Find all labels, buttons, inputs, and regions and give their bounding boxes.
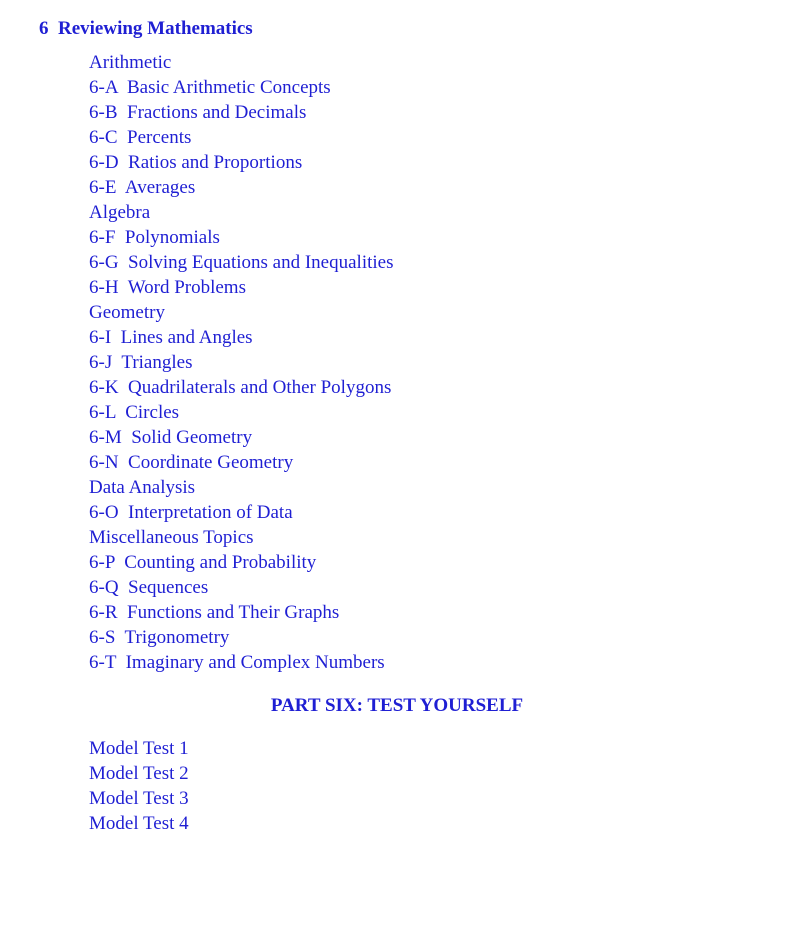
toc-link-6d[interactable]: 6-D Ratios and Proportions bbox=[89, 152, 303, 173]
toc-link-6j[interactable]: 6-J Triangles bbox=[89, 352, 193, 373]
chapter-heading-link[interactable]: 6 Reviewing Mathematics bbox=[39, 18, 253, 39]
toc-link-geometry[interactable]: Geometry bbox=[89, 302, 165, 323]
toc-link-6i[interactable]: 6-I Lines and Angles bbox=[89, 327, 253, 348]
toc-link-arithmetic[interactable]: Arithmetic bbox=[89, 52, 172, 73]
part-six-heading-link[interactable]: PART SIX: TEST YOURSELF bbox=[270, 695, 524, 716]
toc-link-6o[interactable]: 6-O Interpretation of Data bbox=[89, 502, 293, 523]
toc-link-6s[interactable]: 6-S Trigonometry bbox=[89, 627, 230, 648]
toc-link-6e[interactable]: 6-E Averages bbox=[89, 177, 196, 198]
model-test-list bbox=[89, 736, 189, 836]
toc-list bbox=[89, 50, 393, 675]
model-test-2-link[interactable]: Model Test 2 bbox=[89, 763, 189, 784]
toc-link-6b[interactable]: 6-B Fractions and Decimals bbox=[89, 102, 307, 123]
toc-link-misc-topics[interactable]: Miscellaneous Topics bbox=[89, 527, 254, 548]
toc-link-6n[interactable]: 6-N Coordinate Geometry bbox=[89, 452, 294, 473]
model-test-4-link[interactable]: Model Test 4 bbox=[89, 813, 189, 834]
toc-link-6r[interactable]: 6-R Functions and Their Graphs bbox=[89, 602, 340, 623]
model-test-3-link[interactable]: Model Test 3 bbox=[89, 788, 189, 809]
model-test-1-link[interactable]: Model Test 1 bbox=[89, 738, 189, 759]
toc-link-6l[interactable]: 6-L Circles bbox=[89, 402, 180, 423]
toc-link-6k[interactable]: 6-K Quadrilaterals and Other Polygons bbox=[89, 377, 392, 398]
toc-link-6a[interactable]: 6-A Basic Arithmetic Concepts bbox=[89, 77, 331, 98]
toc-link-6f[interactable]: 6-F Polynomials bbox=[89, 227, 220, 248]
toc-link-6c[interactable]: 6-C Percents bbox=[89, 127, 192, 148]
toc-link-6m[interactable]: 6-M Solid Geometry bbox=[89, 427, 253, 448]
toc-link-6t[interactable]: 6-T Imaginary and Complex Numbers bbox=[89, 652, 385, 673]
toc-link-6q[interactable]: 6-Q Sequences bbox=[89, 577, 209, 598]
toc-link-data-analysis[interactable]: Data Analysis bbox=[89, 477, 196, 498]
toc-link-algebra[interactable]: Algebra bbox=[89, 202, 151, 223]
toc-link-6g[interactable]: 6-G Solving Equations and Inequalities bbox=[89, 252, 394, 273]
toc-link-6p[interactable]: 6-P Counting and Probability bbox=[89, 552, 317, 573]
toc-link-6h[interactable]: 6-H Word Problems bbox=[89, 277, 246, 298]
